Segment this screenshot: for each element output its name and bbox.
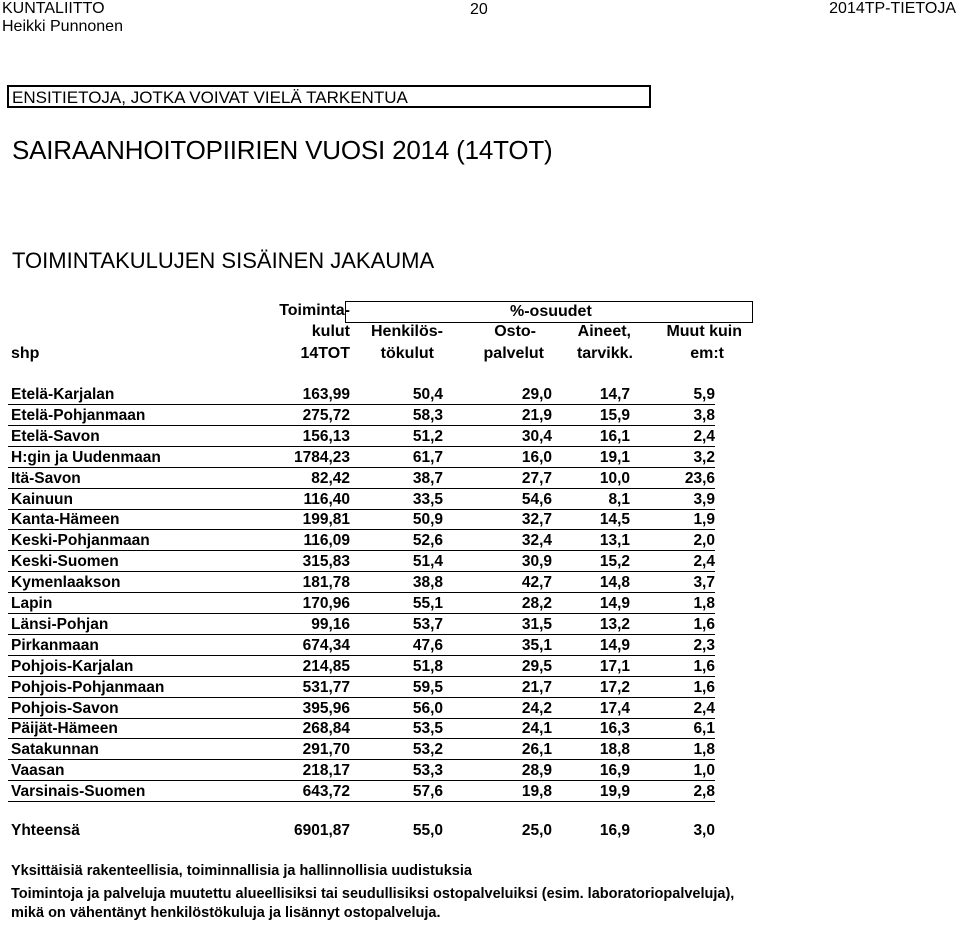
cell-staff: 57,6 bbox=[412, 783, 443, 801]
cell-total: 1784,23 bbox=[293, 448, 350, 466]
cell-services: 35,1 bbox=[521, 636, 552, 654]
cell-supplies: 14,5 bbox=[599, 511, 630, 529]
cell-staff: 53,2 bbox=[412, 741, 443, 759]
table-row bbox=[0, 405, 960, 426]
header-total-line3: 14TOT bbox=[300, 345, 350, 362]
cell-other: 23,6 bbox=[684, 469, 715, 487]
cell-other: 2,8 bbox=[693, 783, 715, 801]
cell-total: 275,72 bbox=[302, 406, 350, 424]
table-row bbox=[0, 489, 960, 510]
cell-total: 82,42 bbox=[311, 469, 350, 487]
cell-other: 3,9 bbox=[693, 490, 715, 508]
row-name: Varsinais-Suomen bbox=[11, 783, 146, 801]
table-row bbox=[0, 530, 960, 551]
row-name: Päijät-Hämeen bbox=[11, 720, 118, 738]
cell-total: 170,96 bbox=[302, 595, 350, 612]
cell-services: 26,1 bbox=[521, 741, 552, 759]
header-supplies-line1: Aineet, bbox=[577, 323, 631, 340]
table-row bbox=[0, 614, 960, 635]
cell-total: 531,77 bbox=[302, 678, 350, 696]
table-row bbox=[0, 593, 960, 614]
cell-supplies: 16,1 bbox=[599, 427, 630, 445]
cell-staff: 53,5 bbox=[412, 720, 443, 738]
cell-services: 28,2 bbox=[521, 595, 552, 612]
cell-supplies: 15,9 bbox=[599, 406, 630, 424]
cell-other: 1,6 bbox=[693, 615, 715, 633]
page-number: 20 bbox=[470, 1, 488, 18]
banner-box bbox=[7, 85, 651, 108]
table-row bbox=[0, 384, 960, 405]
cell-staff: 53,7 bbox=[412, 615, 443, 633]
cell-other: 6,1 bbox=[693, 720, 715, 738]
cell-supplies: 14,8 bbox=[599, 574, 630, 592]
header-total-line2: kulut bbox=[311, 323, 350, 340]
cell-services: 29,5 bbox=[521, 657, 552, 675]
cell-staff: 51,4 bbox=[412, 553, 443, 571]
header-staff-line1: Henkilös- bbox=[370, 323, 443, 340]
cell-staff: 33,5 bbox=[412, 490, 443, 508]
row-name: Kainuun bbox=[11, 490, 73, 508]
row-name: Pohjois-Karjalan bbox=[11, 657, 134, 675]
table-row bbox=[0, 677, 960, 698]
page-title: SAIRAANHOITOPIIRIEN VUOSI 2014 (14TOT) bbox=[12, 135, 553, 165]
percent-group-header: %-osuudet bbox=[510, 303, 592, 320]
cell-supplies: 17,1 bbox=[599, 657, 630, 675]
cell-other: 1,8 bbox=[693, 741, 715, 759]
cell-supplies: 17,4 bbox=[599, 699, 630, 717]
cell-supplies: 13,2 bbox=[599, 615, 630, 633]
cell-other: 1,9 bbox=[693, 511, 715, 529]
cell-services: 24,1 bbox=[521, 720, 552, 738]
cell-staff: 61,7 bbox=[412, 448, 443, 466]
cell-total: 674,34 bbox=[302, 636, 350, 654]
cell-supplies: 14,9 bbox=[599, 636, 630, 654]
cell-services: 31,5 bbox=[521, 615, 552, 633]
cell-staff: 53,3 bbox=[412, 762, 443, 780]
row-name: Itä-Savon bbox=[11, 469, 81, 487]
total-cell-supplies: 16,9 bbox=[599, 822, 630, 839]
cell-services: 30,4 bbox=[521, 427, 552, 445]
cell-total: 643,72 bbox=[302, 783, 350, 801]
cell-staff: 38,8 bbox=[412, 574, 443, 592]
cell-total: 116,40 bbox=[303, 490, 350, 508]
cell-services: 28,9 bbox=[521, 762, 552, 780]
table-row bbox=[0, 635, 960, 656]
cell-staff: 50,4 bbox=[412, 386, 443, 403]
row-name: Vaasan bbox=[11, 762, 65, 780]
cell-other: 3,8 bbox=[693, 406, 715, 424]
cell-total: 156,13 bbox=[302, 427, 350, 445]
note-line-1: Yksittäisiä rakenteellisia, toiminnallisia ja hallinnollisia uudistuksia bbox=[11, 863, 472, 879]
row-name: Kanta-Hämeen bbox=[11, 511, 120, 529]
header-services-line2: palvelut bbox=[483, 345, 544, 362]
cell-other: 2,4 bbox=[693, 427, 715, 445]
cell-staff: 51,2 bbox=[412, 427, 443, 445]
cell-other: 2,4 bbox=[693, 553, 715, 571]
cell-services: 21,9 bbox=[521, 406, 552, 424]
document-tag: 2014TP-TIETOJA bbox=[829, 0, 956, 17]
cell-services: 24,2 bbox=[521, 699, 552, 717]
row-name: Pirkanmaan bbox=[11, 636, 99, 654]
table-row bbox=[0, 468, 960, 489]
cell-total: 99,16 bbox=[311, 615, 350, 633]
cell-staff: 50,9 bbox=[412, 511, 443, 529]
total-cell-services: 25,0 bbox=[521, 822, 552, 839]
table-row bbox=[0, 656, 960, 677]
row-name: Etelä-Pohjanmaan bbox=[11, 406, 146, 424]
cell-total: 218,17 bbox=[302, 762, 350, 780]
row-name: Kymenlaakson bbox=[11, 574, 121, 592]
row-name: Lapin bbox=[11, 595, 53, 612]
cell-staff: 55,1 bbox=[412, 595, 443, 612]
row-name: Etelä-Karjalan bbox=[11, 386, 115, 403]
banner-text: ENSITIETOJA, JOTKA VOIVAT VIELÄ TARKENTUA bbox=[12, 88, 408, 107]
cell-total: 199,81 bbox=[302, 511, 350, 529]
cell-other: 3,2 bbox=[693, 448, 715, 466]
cell-supplies: 16,9 bbox=[599, 762, 630, 780]
row-name: Keski-Suomen bbox=[11, 553, 119, 571]
cell-total: 395,96 bbox=[302, 699, 350, 717]
total-label: Yhteensä bbox=[11, 822, 80, 839]
cell-other: 3,7 bbox=[693, 574, 715, 592]
cell-total: 315,83 bbox=[302, 553, 350, 571]
total-cell-total: 6901,87 bbox=[293, 822, 350, 839]
cell-supplies: 8,1 bbox=[608, 490, 630, 508]
cell-supplies: 19,1 bbox=[599, 448, 630, 466]
table-row bbox=[0, 718, 960, 739]
cell-other: 1,8 bbox=[693, 595, 715, 612]
cell-other: 2,0 bbox=[693, 532, 715, 550]
row-name: Pohjois-Savon bbox=[11, 699, 119, 717]
table-row bbox=[0, 509, 960, 530]
header-supplies-line2: tarvikk. bbox=[576, 345, 633, 362]
cell-total: 214,85 bbox=[302, 657, 350, 675]
page-subtitle: TOIMINTAKULUJEN SISÄINEN JAKAUMA bbox=[12, 248, 435, 273]
cell-total: 291,70 bbox=[302, 741, 350, 759]
org-name: KUNTALIITTO bbox=[2, 0, 105, 17]
cell-services: 32,7 bbox=[521, 511, 552, 529]
author-name: Heikki Punnonen bbox=[2, 18, 123, 35]
cell-other: 1,6 bbox=[693, 657, 715, 675]
header-other-line2: em:t bbox=[690, 345, 724, 362]
cell-supplies: 18,8 bbox=[599, 741, 630, 759]
header-shp: shp bbox=[11, 345, 40, 362]
cell-supplies: 19,9 bbox=[599, 783, 630, 801]
cell-staff: 52,6 bbox=[412, 532, 443, 550]
table-row bbox=[0, 698, 960, 719]
cell-supplies: 10,0 bbox=[599, 469, 630, 487]
total-cell-other: 3,0 bbox=[693, 822, 715, 839]
header-services-line1: Osto- bbox=[494, 323, 536, 340]
cell-supplies: 15,2 bbox=[599, 553, 630, 571]
cell-services: 21,7 bbox=[521, 678, 552, 696]
cell-total: 116,09 bbox=[303, 532, 350, 550]
cell-other: 2,3 bbox=[693, 636, 715, 654]
row-name: Satakunnan bbox=[11, 741, 99, 759]
cell-services: 27,7 bbox=[521, 469, 552, 487]
table-row bbox=[0, 572, 960, 593]
cell-services: 30,9 bbox=[521, 553, 552, 571]
cell-other: 1,6 bbox=[693, 678, 715, 696]
cell-total: 268,84 bbox=[302, 720, 350, 738]
table-row bbox=[0, 426, 960, 447]
cell-staff: 58,3 bbox=[412, 406, 443, 424]
cell-supplies: 14,9 bbox=[599, 595, 630, 612]
cell-supplies: 13,1 bbox=[599, 532, 630, 550]
cell-supplies: 14,7 bbox=[599, 386, 630, 403]
note-line-3: mikä on vähentänyt henkilöstökuluja ja lisännyt ostopalveluja. bbox=[11, 905, 441, 921]
cell-staff: 59,5 bbox=[412, 678, 443, 696]
header-other-line1: Muut kuin bbox=[666, 323, 742, 340]
table-row bbox=[0, 739, 960, 760]
cell-supplies: 16,3 bbox=[599, 720, 630, 738]
cell-services: 16,0 bbox=[521, 448, 552, 466]
cell-staff: 47,6 bbox=[412, 636, 443, 654]
cell-services: 54,6 bbox=[521, 490, 552, 508]
cell-total: 163,99 bbox=[302, 386, 350, 403]
cell-staff: 38,7 bbox=[412, 469, 443, 487]
table-row bbox=[0, 781, 960, 802]
cell-services: 29,0 bbox=[521, 386, 552, 403]
row-divider bbox=[8, 801, 715, 802]
note-line-2: Toimintoja ja palveluja muutettu alueellisiksi tai seudullisiksi ostopalveluiksi (esim. laboratoriopalveluja), bbox=[11, 886, 735, 902]
row-name: H:gin ja Uudenmaan bbox=[11, 448, 161, 466]
cell-services: 32,4 bbox=[521, 532, 552, 550]
total-row bbox=[0, 820, 960, 841]
header-total-line1: Toiminta- bbox=[279, 302, 350, 319]
cell-total: 181,78 bbox=[302, 574, 350, 592]
cell-services: 19,8 bbox=[521, 783, 552, 801]
cell-other: 5,9 bbox=[693, 386, 715, 403]
cell-services: 42,7 bbox=[521, 574, 552, 592]
table-row bbox=[0, 447, 960, 468]
header-staff-line2: tökulut bbox=[380, 345, 434, 362]
table-row bbox=[0, 551, 960, 572]
cell-other: 1,0 bbox=[693, 762, 715, 780]
row-name: Länsi-Pohjan bbox=[11, 615, 109, 633]
cell-staff: 56,0 bbox=[412, 699, 443, 717]
total-cell-staff: 55,0 bbox=[412, 822, 443, 839]
row-name: Keski-Pohjanmaan bbox=[11, 532, 150, 550]
row-name: Etelä-Savon bbox=[11, 427, 100, 445]
cell-staff: 51,8 bbox=[412, 657, 443, 675]
row-name: Pohjois-Pohjanmaan bbox=[11, 678, 165, 696]
cell-supplies: 17,2 bbox=[599, 678, 630, 696]
cell-other: 2,4 bbox=[693, 699, 715, 717]
table-row bbox=[0, 760, 960, 781]
